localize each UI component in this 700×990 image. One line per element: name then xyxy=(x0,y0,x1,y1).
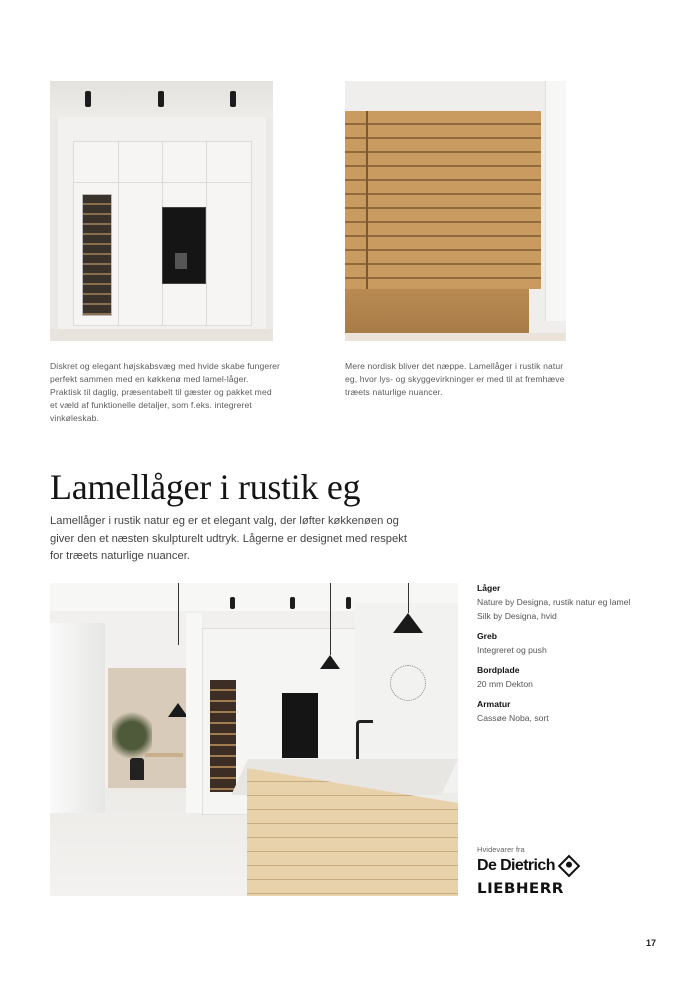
wine-cooler xyxy=(210,680,236,792)
spec-label: Låger xyxy=(477,583,501,593)
tall-cabinets xyxy=(73,141,252,326)
plinth xyxy=(345,289,529,335)
caption-oak-slats: Mere nordisk bliver det næppe. Lamellåger i rustik natur eg, hvor lys- og skyggevirkninger er med til at fremhæve træets naturlige nuancer. xyxy=(345,361,565,397)
pendant-lamp-icon xyxy=(320,655,340,669)
ceiling-spot-icon xyxy=(290,597,295,609)
faucet-icon xyxy=(356,720,373,763)
liebherr-logo: LIEBHERR xyxy=(477,881,564,897)
pendant-lamp-icon xyxy=(168,703,188,717)
spec-list xyxy=(477,581,677,731)
built-in-oven xyxy=(282,693,318,758)
oak-slat-photo xyxy=(345,81,566,341)
ceiling-spot-icon xyxy=(85,91,91,107)
pillar xyxy=(186,613,202,813)
wall xyxy=(545,81,566,321)
spec-handles xyxy=(477,629,677,657)
spec-countertop xyxy=(477,663,677,691)
brand-name: De Dietrich xyxy=(477,857,555,874)
spec-value: Integreret og push xyxy=(477,645,547,655)
de-dietrich-mark-icon xyxy=(558,855,581,878)
window xyxy=(50,623,105,813)
spec-value: 20 mm Dekton xyxy=(477,679,533,689)
wall-clock-icon xyxy=(390,665,426,701)
floor xyxy=(345,333,566,341)
spec-value: Cassøe Noba, sort xyxy=(477,713,549,723)
pendant-lamp-icon xyxy=(393,613,423,633)
built-in-oven xyxy=(162,207,206,284)
kitchen-island-photo xyxy=(50,583,458,896)
spec-doors xyxy=(477,581,677,623)
ceiling-spot-icon xyxy=(346,597,351,609)
spec-label: Greb xyxy=(477,631,498,641)
caption-cabinet-wall: Diskret og elegant højskabsvæg med hvide skabe fungerer perfekt sammen med en køkkenø med lamel-låger. Praktisk til daglig, præsentabelt til gæster og pakket med et væld af funktionelle detaljer, som f.eks. integreret vinkøleskab. xyxy=(50,361,281,423)
oak-slat-doors xyxy=(345,111,541,289)
ceiling-spot-icon xyxy=(230,91,236,107)
spec-faucet xyxy=(477,697,677,725)
suppliers-label: Hvidevarer fra xyxy=(477,845,525,854)
spec-value: Nature by Designa, rustik natur eg lamel xyxy=(477,597,631,607)
de-dietrich-logo xyxy=(477,857,577,875)
ceiling-spot-icon xyxy=(158,91,164,107)
dining-table xyxy=(145,753,183,757)
section-intro: Lamellåger i rustik natur eg er et elegant valg, der løfter køkkenøen og giver den et næsten skulpturelt udtryk. Lågerne er designet med respekt for træets naturlige nuancer. xyxy=(50,515,407,562)
floor xyxy=(50,329,273,341)
wine-cooler xyxy=(82,194,112,316)
spec-label: Armatur xyxy=(477,699,511,709)
spec-value: Silk by Designa, hvid xyxy=(477,611,557,621)
chair xyxy=(130,758,144,780)
ceiling-spot-icon xyxy=(230,597,235,609)
spec-label: Bordplade xyxy=(477,665,520,675)
section-heading: Lamellåger i rustik eg xyxy=(50,467,361,507)
cabinet-wall-photo xyxy=(50,81,273,341)
page-number: 17 xyxy=(646,938,657,948)
